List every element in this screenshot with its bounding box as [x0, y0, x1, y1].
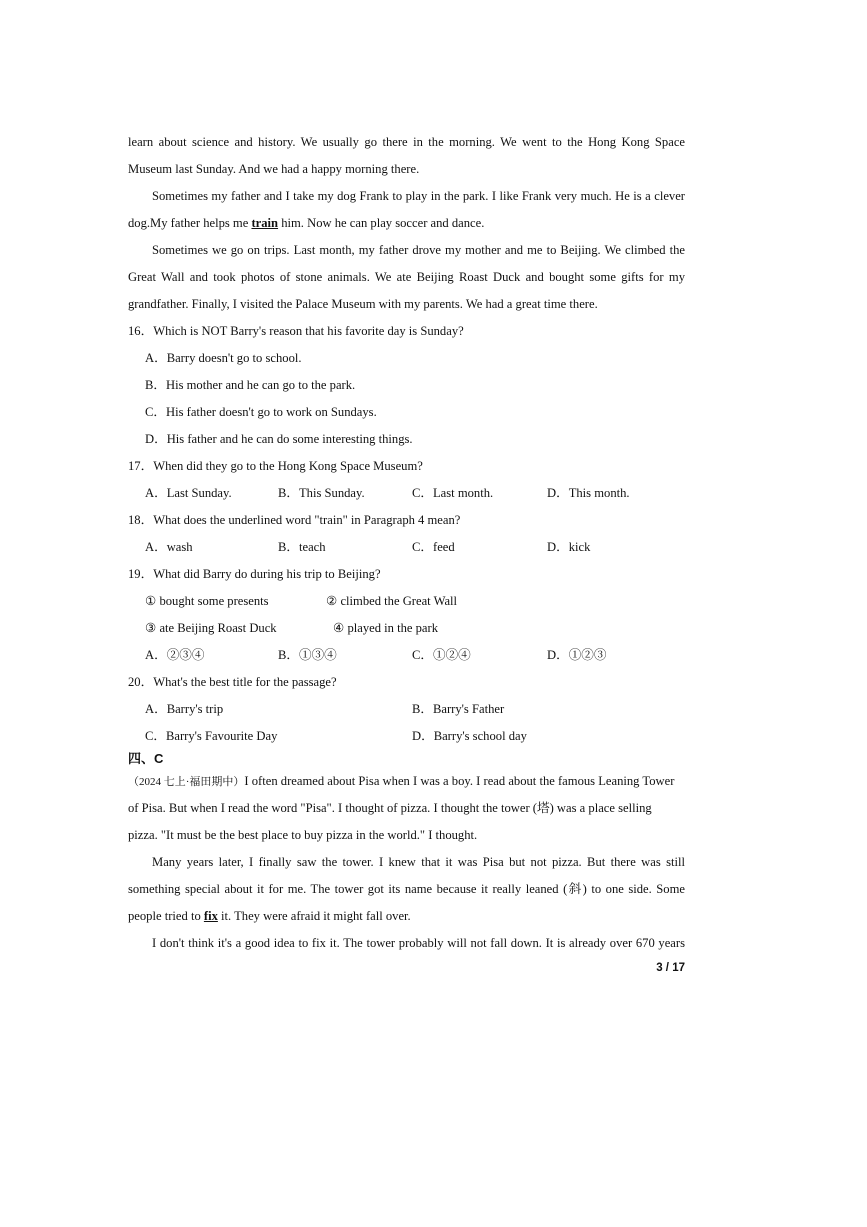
q16-option-a: A．Barry doesn't go to school.: [145, 351, 302, 365]
q19-item-3: ③ ate Beijing Roast Duck: [145, 621, 277, 635]
passage-line: [128, 215, 685, 231]
passage-line: [128, 773, 685, 790]
passage-line: pizza. "It must be the best place to buy pizza in the world." I thought.: [128, 828, 478, 842]
q19-item-2: ② climbed the Great Wall: [326, 594, 458, 608]
q19-option-c: C．①②④: [412, 648, 471, 662]
passage-line: of Pisa. But when I read the word "Pisa". I thought of pizza. I thought the tower (塔) was a place selling: [128, 801, 652, 815]
question-20-stem: 20．What's the best title for the passage?: [128, 675, 337, 689]
q19-option-a: A．②③④: [145, 648, 205, 662]
passage-line: something special about it for me. The tower got its name because it really leaned (斜) to one side. Some: [128, 882, 685, 896]
passage-line: learn about science and history. We usually go there in the morning. We went to the Hong Kong Space: [128, 135, 685, 149]
question-19-stem: 19．What did Barry do during his trip to Beijing?: [128, 567, 381, 581]
source-tag: （2024 七上·福田期中）: [128, 776, 245, 788]
q18-option-d: D．kick: [547, 540, 591, 554]
q20-option-a: A．Barry's trip: [145, 702, 224, 716]
page-number: 3 / 17: [656, 962, 685, 974]
q20-option-b: B．Barry's Father: [412, 702, 505, 716]
passage-line: Many years later, I finally saw the tower. I knew that it was Pisa but not pizza. But there was still: [152, 855, 685, 869]
q19-option-b: B．①③④: [278, 648, 337, 662]
question-18-stem: 18．What does the underlined word "train" in Paragraph 4 mean?: [128, 513, 461, 527]
q20-option-d: D．Barry's school day: [412, 729, 527, 743]
underlined-word-train: train: [251, 216, 279, 230]
q18-option-a: A．wash: [145, 540, 193, 554]
q18-option-c: C．feed: [412, 540, 455, 554]
passage-line: grandfather. Finally, I visited the Palace Museum with my parents. We had a great time there.: [128, 297, 598, 311]
q17-option-a: A．Last Sunday.: [145, 486, 232, 500]
text-span: him. Now he can play soccer and dance.: [278, 216, 485, 230]
passage-line: I don't think it's a good idea to fix it. The tower probably will not fall down. It is already over 670 years: [152, 936, 685, 950]
passage-line: Sometimes my father and I take my dog Frank to play in the park. I like Frank very much. He is a clever: [152, 189, 685, 203]
q18-option-b: B．teach: [278, 540, 326, 554]
q17-option-d: D．This month.: [547, 486, 630, 500]
passage-line: Great Wall and took photos of stone animals. We ate Beijing Roast Duck and bought some gifts for my: [128, 270, 685, 284]
passage-line: [128, 908, 685, 924]
q16-option-c: C．His father doesn't go to work on Sundays.: [145, 405, 377, 419]
question-16-stem: 16．Which is NOT Barry's reason that his favorite day is Sunday?: [128, 324, 464, 338]
q19-item-4: ④ played in the park: [333, 621, 439, 635]
text-span: it. They were afraid it might fall over.: [217, 909, 411, 923]
q17-option-c: C．Last month.: [412, 486, 494, 500]
question-17-stem: 17．When did they go to the Hong Kong Space Museum?: [128, 459, 423, 473]
passage-line: Museum last Sunday. And we had a happy morning there.: [128, 162, 420, 176]
text-span: people tried to: [128, 909, 204, 923]
q20-option-c: C．Barry's Favourite Day: [145, 729, 278, 743]
q19-option-d: D．①②③: [547, 648, 607, 662]
q17-option-b: B．This Sunday.: [278, 486, 365, 500]
q16-option-d: D．His father and he can do some interesting things.: [145, 432, 413, 446]
text-span: dog.My father helps me: [128, 216, 252, 230]
section-heading: 四、C: [128, 751, 164, 766]
q19-item-1: ① bought some presents: [145, 594, 269, 608]
passage-line: Sometimes we go on trips. Last month, my father drove my mother and me to Beijing. We climbed the: [152, 243, 685, 257]
q16-option-b: B．His mother and he can go to the park.: [145, 378, 356, 392]
underlined-word-fix: fix: [203, 909, 218, 923]
text-span: I often dreamed about Pisa when I was a boy. I read about the famous Leaning Tower: [244, 774, 675, 788]
